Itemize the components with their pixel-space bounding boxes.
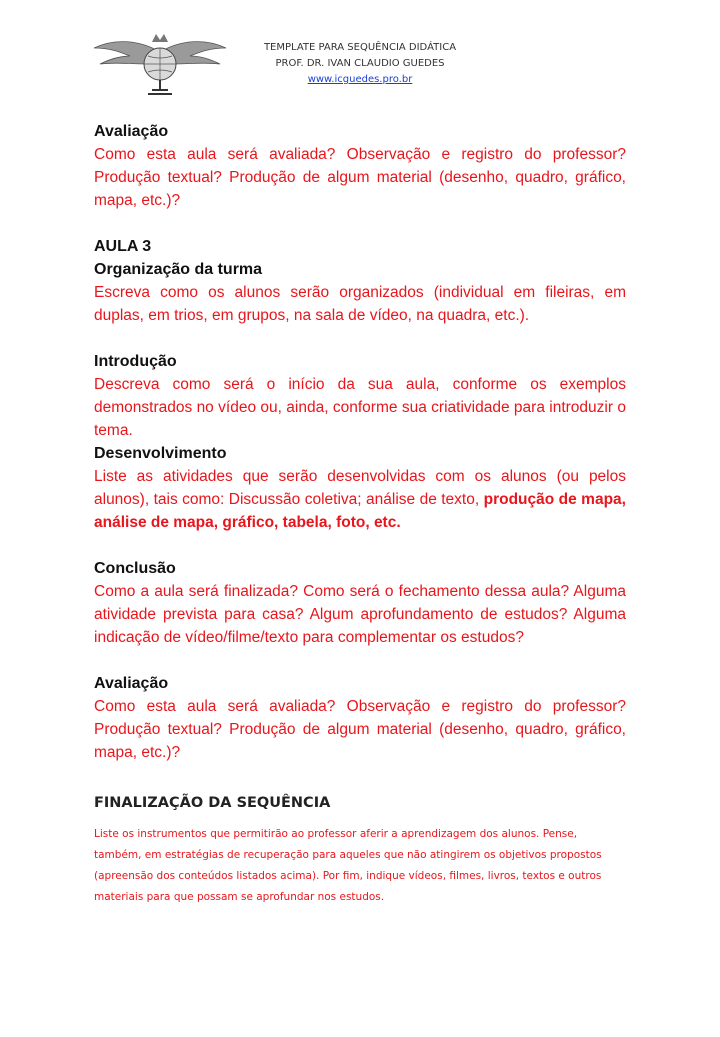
section-text-introducao: Descreva como será o início da sua aula, conforme os exemplos demonstrados no vídeo ou, ainda, conforme sua criatividade para introduzir o tema. [94, 376, 626, 439]
template-title: TEMPLATE PARA SEQUÊNCIA DIDÁTICA [263, 42, 457, 53]
aula-heading: AULA 3 [94, 238, 152, 255]
header-text-block [250, 40, 470, 88]
document-body [94, 120, 626, 908]
section-heading-avaliacao: Avaliação [94, 123, 169, 140]
website-link[interactable]: www.icguedes.pro.br [307, 74, 413, 85]
section-text-organizacao: Escreva como os alunos serão organizados (individual em fileiras, em duplas, em trios, em grupos, na sala de vídeo, na quadra, etc.). [94, 284, 626, 324]
finalizacao-heading: FINALIZAÇÃO DA SEQUÊNCIA [94, 795, 331, 811]
desenvolvimento-bold-text: produção de mapa, análise de mapa, gráfico, tabela, foto, etc. [94, 491, 626, 531]
section-text-conclusao: Como a aula será finalizada? Como será o fechamento dessa aula? Alguma atividade prevista para casa? Algum aprofundamento de estudos? Alguma indicação de vídeo/filme/texto para complementar os estudos? [94, 583, 626, 646]
section-text-avaliacao-2: Como esta aula será avaliada? Observação e registro do professor? Produção textual? Produção de algum material (desenho, quadro, gráfico, mapa, etc.)? [94, 698, 626, 761]
section-text-desenvolvimento [94, 465, 626, 534]
desenvolvimento-text: Liste as atividades que serão desenvolvidas com os alunos (ou pelos alunos), tais como: Discussão coletiva; análise de texto, [94, 468, 626, 508]
section-heading-introducao: Introdução [94, 353, 177, 370]
section-heading-conclusao: Conclusão [94, 560, 176, 577]
page-header [90, 30, 650, 105]
section-heading-desenvolvimento: Desenvolvimento [94, 445, 227, 462]
finalizacao-text: Liste os instrumentos que permitirão ao professor aferir a aprendizagem dos alunos. Pense, também, em estratégias de recuperação para aqueles que não atingirem os objetivos propostos (apreensão dos conteúdos listados acima). Por fim, indique vídeos, filmes, livros, textos e outros materiais para que possam se aprofundar nos estudos. [94, 828, 602, 903]
section-heading-organizacao: Organização da turma [94, 261, 263, 278]
winged-globe-logo-icon [90, 30, 230, 100]
section-heading-avaliacao-2: Avaliação [94, 675, 169, 692]
author-name: PROF. DR. IVAN CLAUDIO GUEDES [275, 58, 445, 69]
section-text-avaliacao: Como esta aula será avaliada? Observação e registro do professor? Produção textual? Produção de algum material (desenho, quadro, gráfico, mapa, etc.)? [94, 146, 626, 209]
